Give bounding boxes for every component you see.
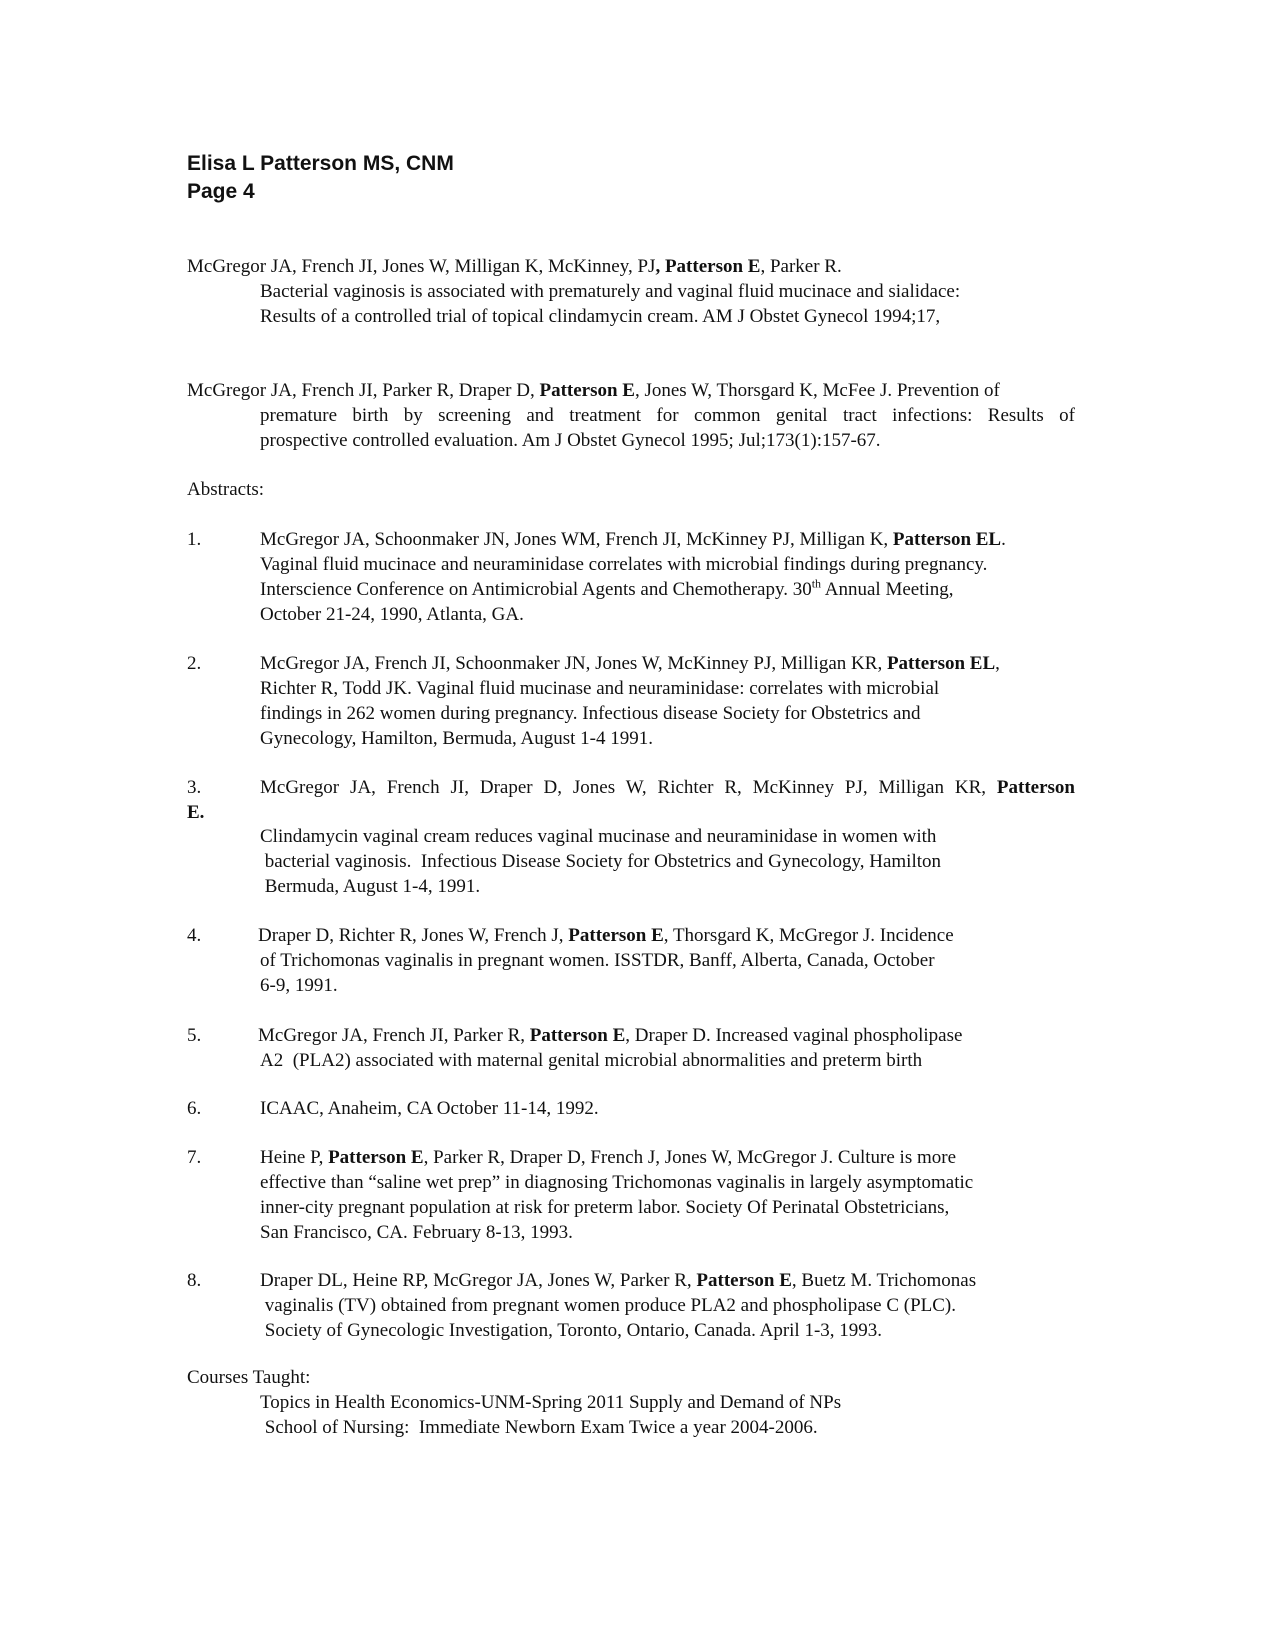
- abstract-number: 1.: [187, 529, 202, 550]
- wrapped-author-initial: E.: [187, 802, 205, 823]
- abstract-entry: ICAAC, Anaheim, CA October 11-14, 1992.: [260, 1098, 599, 1119]
- highlighted-author: Patterson E: [539, 380, 635, 401]
- abstract-number: 7.: [187, 1147, 202, 1168]
- courses-heading: Courses Taught:: [187, 1367, 311, 1388]
- abstract-entry: Draper D, Richter R, Jones W, French J, Patterson E, Thorsgard K, McGregor J. Incidence of Trichomonas vaginalis in pregnant women. ISSTDR, Banff, Alberta, Canada, October 6-9, 1991.: [258, 925, 954, 996]
- highlighted-author: Patterson E: [328, 1147, 424, 1168]
- publication-entry: [187, 254, 842, 279]
- abstract-entry: Heine P, Patterson E, Parker R, Draper D, French J, Jones W, McGregor J. Culture is more effective than “saline wet prep” in diagnosing Trichomonas vaginalis in largely asymptomatic inner-city pregnant population at risk for preterm labor. Society Of Perinatal Obstetricians, San Francisco, CA. February 8-13, 1993.: [260, 1147, 974, 1243]
- abstract-number: 8.: [187, 1270, 202, 1291]
- author-name: Elisa L Patterson MS, CNM: [187, 152, 454, 175]
- page-number: Page 4: [187, 180, 255, 203]
- courses-list: [260, 1390, 841, 1440]
- page-header: [187, 150, 454, 206]
- publication-entry: [187, 378, 1075, 403]
- abstract-entry: Clindamycin vaginal cream reduces vaginal mucinase and neuraminidase in women with bacterial vaginosis. Infectious Disease Society for Obstetrics and Gynecology, Hamilton Bermuda, August 1-4, 1991.: [260, 826, 942, 897]
- highlighted-author: , Patterson E: [655, 256, 761, 277]
- publication-details: premature birth by screening and treatment for common genital tract infections: Results of prospective controlled evaluation. Am J Obstet Gynecol 1995; Jul;173(1):157-67.: [260, 405, 1075, 451]
- highlighted-author: Patterson E: [696, 1270, 792, 1291]
- highlighted-author: Patterson EL: [886, 653, 996, 674]
- abstract-number: 2.: [187, 653, 202, 674]
- abstract-number: 3.: [187, 777, 202, 798]
- highlighted-author: Patterson E: [529, 1025, 626, 1046]
- abstract-entry: Draper DL, Heine RP, McGregor JA, Jones W, Parker R, Patterson E, Buetz M. Trichomonas vaginalis (TV) obtained from pregnant women produce PLA2 and phospholipase C (PLC). Society of Gynecologic Investigation, Toronto, Ontario, Canada. April 1-3, 1993.: [260, 1270, 977, 1341]
- abstract-number: 6.: [187, 1098, 202, 1119]
- abstract-number: 5.: [187, 1025, 202, 1046]
- course-item: Topics in Health Economics-UNM-Spring 2011 Supply and Demand of NPs: [260, 1392, 842, 1413]
- highlighted-author: Patterson: [996, 777, 1075, 798]
- publication-authors: McGregor JA, French JI, Jones W, Milligan K, McKinney, PJ, Patterson E, Parker R.: [187, 256, 842, 277]
- abstract-number: 4.: [187, 925, 202, 946]
- abstract-first-line: McGregor JA, French JI, Draper D, Jones W, Richter R, McKinney PJ, Milligan KR, Patterson: [260, 777, 1075, 798]
- publication-authors: McGregor JA, French JI, Parker R, Draper D, Patterson E, Jones W, Thorsgard K, McFee J. Prevention of: [187, 380, 1000, 401]
- abstract-entry: McGregor JA, French JI, Parker R, Patterson E, Draper D. Increased vaginal phospholipase A2 (PLA2) associated with maternal genital microbial abnormalities and preterm birth: [258, 1025, 963, 1071]
- publication-details: Bacterial vaginosis is associated with prematurely and vaginal fluid mucinace and sialidace: Results of a controlled trial of topical clindamycin cream. AM J Obstet Gynecol 1994;17,: [260, 281, 961, 327]
- highlighted-author: Patterson E: [568, 925, 664, 946]
- abstract-entry: McGregor JA, French JI, Schoonmaker JN, Jones W, McKinney PJ, Milligan KR, Patterson EL, Richter R, Todd JK. Vaginal fluid mucinase and neuraminidase: correlates with microbial findings in 262 women during pregnancy. Infectious disease Society for Obstetrics and Gynecology, Hamilton, Bermuda, August 1-4 1991.: [260, 653, 1000, 749]
- abstracts-heading: Abstracts:: [187, 479, 265, 500]
- abstract-entry: McGregor JA, Schoonmaker JN, Jones WM, French JI, McKinney PJ, Milligan K, Patterson EL. Vaginal fluid mucinace and neuraminidase correlates with microbial findings during pregnancy. Interscience Conference on Antimicrobial Agents and Chemotherapy. 30th Annual Meeting, October 21-24, 1990, Atlanta, GA.: [260, 529, 1006, 625]
- course-item: School of Nursing: Immediate Newborn Exam Twice a year 2004-2006.: [260, 1417, 818, 1438]
- highlighted-author: Patterson EL: [892, 529, 1002, 550]
